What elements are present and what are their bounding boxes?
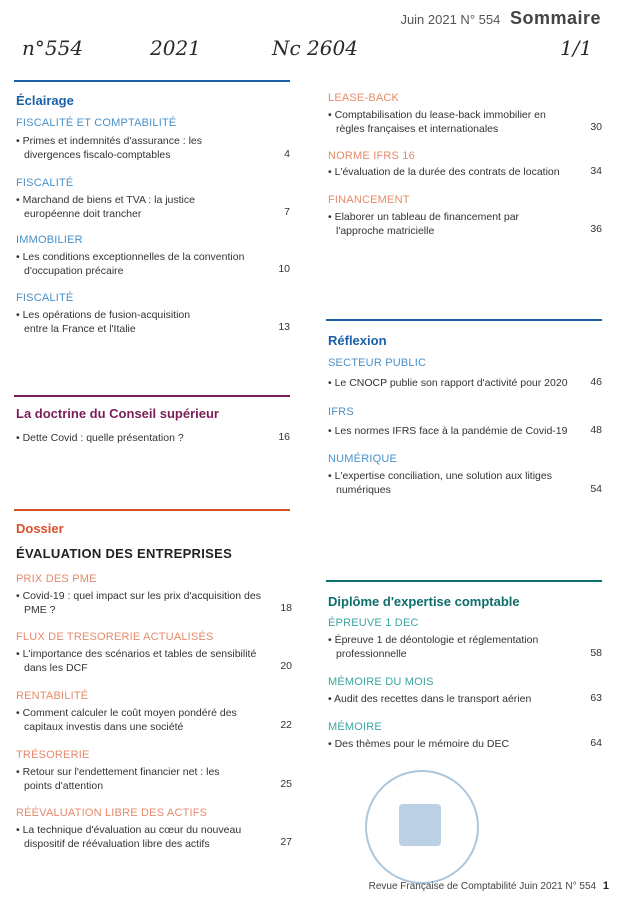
dossier-title: ÉVALUATION DES ENTREPRISES bbox=[16, 546, 233, 561]
footer-page-number: 1 bbox=[602, 880, 609, 892]
dossier-page-4: 25 bbox=[280, 778, 292, 790]
dossier-cat-1: PRIX DES PME bbox=[16, 573, 97, 585]
footer-publication: Revue Française de Comptabilité Juin 2021 N° 554 bbox=[368, 881, 597, 892]
handwritten-issue: n°554 bbox=[22, 36, 84, 60]
reflexion-item-2[interactable]: • Les normes IFRS face à la pandémie de Covid-19 bbox=[328, 425, 568, 437]
eclairage-cat-3: IMMOBILIER bbox=[16, 234, 83, 246]
page-header bbox=[400, 8, 601, 29]
handwritten-year: 2021 bbox=[150, 36, 201, 60]
diplome-cat-2: MÉMOIRE DU MOIS bbox=[328, 676, 434, 688]
eclairage-page-1: 4 bbox=[284, 148, 290, 160]
eclairage-item-1[interactable]: • Primes et indemnités d'assurance : les divergences fiscalo-comptables bbox=[16, 135, 203, 161]
handwritten-ref: Nc 2604 bbox=[272, 36, 358, 60]
dossier-item-1[interactable]: • Covid-19 : quel impact sur les prix d'acquisition des PME ? bbox=[16, 590, 261, 616]
dossier-page-3: 22 bbox=[280, 719, 292, 731]
eclairage-rule bbox=[14, 80, 290, 82]
reflexion-cat-1: SECTEUR PUBLIC bbox=[328, 357, 427, 369]
stamp-emblem bbox=[399, 804, 441, 846]
page-footer bbox=[369, 880, 609, 892]
right-item-3[interactable]: • Elaborer un tableau de financement par l'approche matricielle bbox=[328, 211, 520, 237]
reflexion-cat-2: IFRS bbox=[328, 406, 354, 418]
dossier-item-2[interactable]: • L'importance des scénarios et tables de sensibilité dans les DCF bbox=[16, 648, 257, 674]
page-title: Sommaire bbox=[509, 8, 601, 28]
diplome-page-1: 58 bbox=[590, 647, 602, 659]
eclairage-item-2[interactable]: • Marchand de biens et TVA : la justice européenne doit trancher bbox=[16, 194, 195, 220]
eclairage-page-3: 10 bbox=[278, 263, 290, 275]
reflexion-cat-3: NUMÉRIQUE bbox=[328, 453, 398, 465]
doctrine-title: La doctrine du Conseil supérieur bbox=[16, 406, 219, 421]
reflexion-item-1[interactable]: • Le CNOCP publie son rapport d'activité pour 2020 bbox=[328, 377, 568, 389]
dossier-item-3[interactable]: • Comment calculer le coût moyen pondéré des capitaux investis dans une société bbox=[16, 707, 237, 733]
dossier-item-5[interactable]: • La technique d'évaluation au cœur du nouveau dispositif de réévaluation libre des actifs bbox=[16, 824, 242, 850]
right-page-2: 34 bbox=[590, 165, 602, 177]
doctrine-rule bbox=[14, 395, 290, 397]
doctrine-page: 16 bbox=[278, 431, 290, 443]
right-cat-1: LEASE-BACK bbox=[328, 92, 400, 104]
diplome-title: Diplôme d'expertise comptable bbox=[328, 594, 520, 609]
dossier-page-2: 20 bbox=[280, 660, 292, 672]
diplome-item-2[interactable]: • Audit des recettes dans le transport aérien bbox=[328, 693, 532, 705]
reflexion-item-3[interactable]: • L'expertise conciliation, une solution aux litiges numériques bbox=[328, 470, 552, 496]
dossier-item-4[interactable]: • Retour sur l'endettement financier net : les points d'attention bbox=[16, 766, 220, 792]
doctrine-item[interactable]: • Dette Covid : quelle présentation ? bbox=[16, 432, 184, 444]
reflexion-rule bbox=[326, 319, 602, 321]
eclairage-cat-2: FISCALITÉ bbox=[16, 177, 74, 189]
right-item-1[interactable]: • Comptabilisation du lease-back immobilier en règles françaises et internationales bbox=[328, 109, 546, 135]
diplome-item-3[interactable]: • Des thèmes pour le mémoire du DEC bbox=[328, 738, 510, 750]
dossier-page-1: 18 bbox=[280, 602, 292, 614]
right-item-2[interactable]: • L'évaluation de la durée des contrats de location bbox=[328, 166, 560, 178]
reflexion-page-3: 54 bbox=[590, 483, 602, 495]
diplome-item-1[interactable]: • Épreuve 1 de déontologie et réglementation professionnelle bbox=[328, 634, 539, 660]
eclairage-cat-4: FISCALITÉ bbox=[16, 292, 74, 304]
diplome-page-3: 64 bbox=[590, 737, 602, 749]
eclairage-cat-1: FISCALITÉ ET COMPTABILITÉ bbox=[16, 117, 177, 129]
eclairage-title: Éclairage bbox=[16, 93, 74, 108]
reflexion-title: Réflexion bbox=[328, 333, 387, 348]
diplome-cat-1: ÉPREUVE 1 DEC bbox=[328, 617, 419, 629]
dossier-page-5: 27 bbox=[280, 836, 292, 848]
reflexion-page-1: 46 bbox=[590, 376, 602, 388]
eclairage-page-2: 7 bbox=[284, 206, 290, 218]
dossier-cat-5: RÉÉVALUATION LIBRE DES ACTIFS bbox=[16, 807, 208, 819]
eclairage-item-3[interactable]: • Les conditions exceptionnelles de la convention d'occupation précaire bbox=[16, 251, 245, 277]
right-cat-2: NORME IFRS 16 bbox=[328, 150, 415, 162]
eclairage-page-4: 13 bbox=[278, 321, 290, 333]
dossier-cat-3: RENTABILITÉ bbox=[16, 690, 89, 702]
dossier-cat-4: TRÉSORERIE bbox=[16, 749, 90, 761]
right-page-1: 30 bbox=[590, 121, 602, 133]
library-stamp bbox=[365, 770, 479, 884]
handwritten-pages: 1/1 bbox=[560, 36, 593, 60]
right-cat-3: FINANCEMENT bbox=[328, 194, 410, 206]
dossier-rule bbox=[14, 509, 290, 511]
dossier-label: Dossier bbox=[16, 521, 64, 536]
diplome-page-2: 63 bbox=[590, 692, 602, 704]
issue-info: Juin 2021 N° 554 bbox=[400, 12, 501, 27]
dossier-cat-2: FLUX DE TRESORERIE ACTUALISÉS bbox=[16, 631, 214, 643]
diplome-cat-3: MÉMOIRE bbox=[328, 721, 382, 733]
eclairage-item-4[interactable]: • Les opérations de fusion-acquisition entre la France et l'Italie bbox=[16, 309, 191, 335]
right-page-3: 36 bbox=[590, 223, 602, 235]
reflexion-page-2: 48 bbox=[590, 424, 602, 436]
diplome-rule bbox=[326, 580, 602, 582]
